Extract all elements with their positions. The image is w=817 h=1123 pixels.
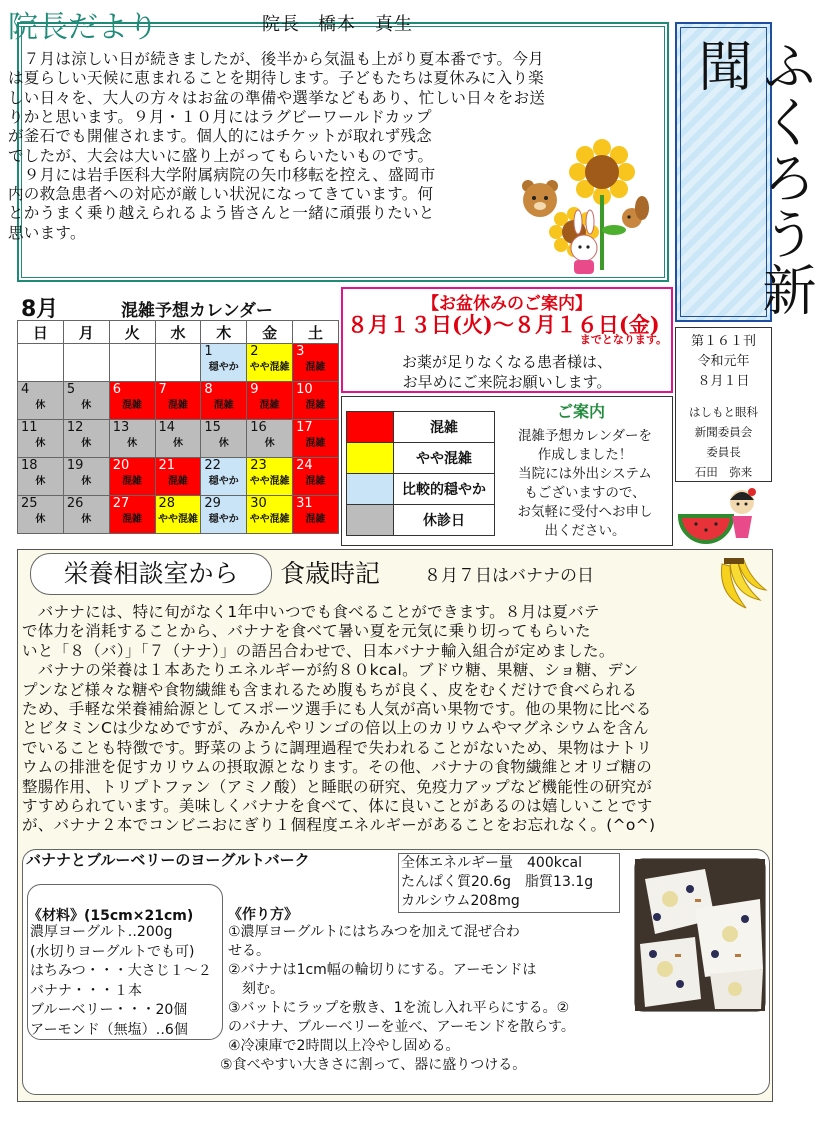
- guide-line: もございますので、: [524, 485, 646, 501]
- director-line: しい日々を、大人の方々はお盆の準備や選挙などもあり、忙しい日々をお送: [8, 88, 546, 107]
- calendar-day-number: 8: [204, 382, 213, 397]
- calendar-day-cell: [293, 458, 339, 496]
- ingredient-item: アーモンド（無塩）‥6個: [30, 1022, 188, 1038]
- director-line: とかうまく乗り越えられるよう皆さんと一緒に頑張りたいと: [8, 204, 435, 223]
- calendar-day-status: 混雑: [122, 476, 143, 487]
- weekday-header: 木: [201, 321, 247, 344]
- calendar-day-status: 休: [81, 400, 92, 411]
- ingredients-title: 《材料》(15cm×21cm): [28, 908, 194, 924]
- legend-swatch: [347, 505, 394, 536]
- calendar-body: [18, 344, 339, 534]
- calendar-day-number: 11: [21, 420, 38, 435]
- nutrition-line: バナナには、特に旬がなく1年中いつでも食べることができます。８月は夏バテ: [22, 603, 600, 621]
- legend-swatch: [347, 474, 394, 505]
- calendar-day-status: 穏やか: [208, 476, 239, 487]
- guide-text: [500, 427, 670, 541]
- calendar-day-status: 混雑: [305, 438, 326, 449]
- calendar-day-status: 混雑: [259, 400, 280, 411]
- calendar-day-number: 16: [250, 420, 267, 435]
- legend-swatch: [347, 412, 394, 443]
- obon-message-line: お早めにご来院お願いします。: [402, 373, 612, 391]
- calendar-day-cell: [18, 496, 64, 534]
- issue-era: 令和元年: [697, 354, 750, 369]
- ingredients-box: [27, 884, 223, 1040]
- calendar-week-row: [18, 458, 339, 496]
- calendar-day-cell: [155, 496, 201, 534]
- legend-row: [347, 505, 495, 536]
- calendar-day-number: 27: [112, 496, 130, 511]
- sunflower-animals-illustration: [514, 140, 664, 275]
- calendar-weekday-row: [18, 321, 339, 344]
- calendar-day-status: 休: [172, 438, 183, 449]
- calendar-day-number: 12: [66, 420, 84, 435]
- calendar-day-cell: [109, 496, 155, 534]
- calendar-day-number: 17: [296, 420, 313, 435]
- calendar-day-status: 混雑: [122, 400, 143, 411]
- calendar-day-number: 31: [296, 496, 313, 511]
- nutrition-line: ため、手軽な栄養補給源としてスポーツ選手にも人気が高い果物です。他の果物に比べる: [22, 700, 652, 718]
- calendar-month: 8月: [21, 297, 59, 322]
- recipe-step: せる。: [228, 943, 270, 959]
- calendar-day-number: 3: [296, 344, 305, 359]
- recipe-nutrition-facts: [398, 853, 620, 913]
- legend-label: やや混雑: [394, 443, 495, 474]
- calendar-day-number: 24: [296, 458, 313, 473]
- director-line: 内の救急患者への対応が厳しい状況になってきています。何: [8, 185, 434, 204]
- director-line: 思います。: [8, 223, 86, 242]
- calendar-grid: [17, 320, 339, 534]
- calendar-week-row: [18, 420, 339, 458]
- calendar-day-cell: [109, 458, 155, 496]
- calendar-day-cell: [155, 458, 201, 496]
- calendar-day-cell: [18, 382, 64, 420]
- guide-title: ご案内: [557, 402, 606, 421]
- issue-role: 委員長: [706, 445, 741, 459]
- calendar-day-status: 混雑: [305, 514, 326, 525]
- calendar-day-cell: [109, 382, 155, 420]
- issue-number: 第１６１刊: [690, 334, 756, 349]
- weekday-header: 金: [247, 321, 293, 344]
- director-line: ９月には岩手医科大学附属病院の矢巾移転を控え、盛岡市: [8, 165, 436, 184]
- calendar-day-cell: [293, 344, 339, 382]
- calendar-day-status: 混雑: [305, 476, 326, 487]
- nutrition-fact: たんぱく質20.6g 脂質13.1g: [401, 874, 594, 890]
- calendar-day-cell: [247, 420, 293, 458]
- obon-message-line: お薬が足りなくなる患者様は、: [401, 353, 612, 371]
- recipe-step: 刻む。: [228, 981, 284, 997]
- calendar-day-number: 29: [204, 496, 221, 511]
- recipe-step: のバナナ、ブルーベリーを並べ、アーモンドを散らす。: [228, 1019, 575, 1035]
- issue-date: ８月１日: [697, 374, 750, 389]
- calendar-week-row: [18, 496, 339, 534]
- calendar-day-cell: [247, 382, 293, 420]
- calendar-day-number: 18: [21, 458, 38, 473]
- weekday-header: 火: [109, 321, 155, 344]
- calendar-day-number: 22: [204, 458, 221, 473]
- calendar-day-cell: [109, 420, 155, 458]
- obon-title: 【お盆休みのご案内】: [422, 294, 592, 314]
- obon-holiday-notice: [341, 287, 673, 393]
- guide-line: 当院には外出システム: [518, 466, 652, 482]
- yogurt-bark-photo: [634, 858, 766, 1012]
- calendar-day-status: 休: [218, 438, 229, 449]
- steps-title: 《作り方》: [228, 907, 298, 923]
- calendar-day-cell: [201, 420, 247, 458]
- recipe-title: バナナとブルーベリーのヨーグルトバーク: [26, 851, 310, 869]
- calendar-day-cell: [247, 496, 293, 534]
- calendar-day-status: 休: [81, 476, 92, 487]
- calendar-day-cell: [201, 344, 247, 382]
- calendar-day-status: 混雑: [167, 476, 188, 487]
- calendar-day-cell: [63, 496, 109, 534]
- calendar-day-cell: [18, 458, 64, 496]
- calendar-day-status: やや混雑: [249, 476, 290, 487]
- legend-label: 比較的穏やか: [394, 474, 495, 505]
- recipe-step: ①濃厚ヨーグルトにはちみつを加えて混ぜ合わ: [228, 924, 520, 940]
- calendar-day-number: 1: [204, 344, 213, 359]
- nutrition-line: プンなど様々な糖や食物繊維も含まれるため腹もちが良く、皮をむくだけで食べられる: [22, 680, 638, 699]
- calendar-day-cell: [63, 344, 109, 382]
- nutrition-line: でいることも特徴です。野菜のように調理過程で失われることがないため、果物はナトリ: [22, 738, 653, 757]
- nutrition-fact: カルシウム208mg: [401, 893, 520, 909]
- director-column-title: 院長だより: [8, 10, 158, 45]
- nutrition-line: で体力を消耗することから、バナナを食べて暑い夏を元気に乗り切ってもらいた: [22, 622, 591, 641]
- calendar-day-cell: [201, 496, 247, 534]
- calendar-day-number: 10: [296, 382, 313, 397]
- calendar-day-status: やや混雑: [249, 514, 290, 525]
- nutrition-line: とビタミンCは少なめですが、みかんやリンゴの倍以上のカリウムやマグネシウムを含ん: [22, 719, 649, 738]
- calendar-day-status: 混雑: [305, 400, 326, 411]
- nutrition-line: ウムの排泄を促すカリウムの摂取源となります。その他、バナナの食物繊維とオリゴ糖の: [22, 758, 652, 777]
- congestion-calendar: [17, 288, 339, 548]
- calendar-day-cell: [201, 382, 247, 420]
- calendar-day-number: 25: [21, 496, 38, 511]
- weekday-header: 月: [63, 321, 109, 344]
- calendar-day-cell: [293, 382, 339, 420]
- calendar-day-status: 混雑: [122, 514, 143, 525]
- calendar-day-status: 休: [35, 438, 46, 449]
- calendar-title: 混雑予想カレンダー: [121, 301, 273, 321]
- calendar-day-status: 休: [81, 514, 92, 525]
- ingredient-item: バナナ・・・１本: [30, 982, 142, 999]
- guide-line: お気軽に受付へお申し: [517, 504, 653, 520]
- calendar-day-number: 13: [112, 420, 130, 435]
- calendar-day-cell: [155, 420, 201, 458]
- ingredient-item: はちみつ・・・大さじ１～２: [30, 963, 212, 980]
- calendar-day-cell: [109, 344, 155, 382]
- recipe-step: ④冷凍庫で2時間以上冷やし固める。: [228, 1038, 460, 1054]
- nutrition-date-title: ８月７日はバナナの日: [424, 566, 594, 586]
- calendar-day-status: 休: [81, 438, 92, 449]
- recipe-step: ⑤食べやすい大きさに割って、器に盛りつける。: [220, 1057, 527, 1073]
- author-name: 橋本 真生: [318, 14, 413, 35]
- director-line: は夏らしい天候に恵まれることを期待します。子どもたちは夏休みに入り楽: [8, 69, 544, 88]
- nutrition-line: バナナの栄養は１本あたりエネルギーが約８０kcal。ブドウ糖、果糖、ショ糖、デン: [22, 661, 639, 680]
- calendar-day-number: 21: [158, 458, 176, 473]
- calendar-day-status: やや混雑: [249, 362, 290, 373]
- calendar-day-status: 休: [264, 438, 275, 449]
- nutrition-line: すすめられています。美味しくバナナを食べて、体に良いことがあるのは嬉しいことです: [22, 797, 653, 815]
- director-line: ７月は涼しい日が続きましたが、後半から気温も上がり夏本番です。今月: [8, 50, 544, 68]
- calendar-day-cell: [155, 382, 201, 420]
- calendar-day-number: 6: [112, 382, 121, 397]
- issue-committee: 新聞委員会: [694, 425, 753, 439]
- newspaper-masthead: [675, 22, 817, 322]
- legend-label: 混雑: [394, 412, 495, 443]
- obon-note: までとなります。: [579, 333, 667, 346]
- director-line: が釜石でも開催されます。個人的にはチケットが取れず残念: [8, 127, 432, 146]
- calendar-day-cell: [293, 420, 339, 458]
- legend-row: [347, 412, 495, 443]
- author-role: 院長: [262, 14, 300, 35]
- calendar-week-row: [18, 344, 339, 382]
- calendar-day-cell: [247, 458, 293, 496]
- legend-row: [347, 443, 495, 474]
- calendar-day-status: 休: [35, 514, 46, 525]
- calendar-day-cell: [63, 458, 109, 496]
- calendar-day-status: 休: [35, 476, 46, 487]
- issue-editor: 石田 弥来: [694, 465, 753, 479]
- calendar-day-number: 28: [158, 496, 176, 511]
- weekday-header: 土: [293, 321, 339, 344]
- calendar-day-number: 20: [112, 458, 130, 473]
- calendar-day-status: 混雑: [167, 400, 188, 411]
- calendar-day-number: 2: [250, 344, 259, 359]
- ingredient-item: (水切りヨーグルトでも可): [30, 943, 195, 960]
- calendar-day-cell: [201, 458, 247, 496]
- calendar-day-number: 23: [250, 458, 267, 473]
- ingredient-item: ブルーベリー・・・20個: [30, 1002, 188, 1019]
- calendar-day-cell: [63, 420, 109, 458]
- watermelon-character-illustration: [676, 486, 768, 546]
- legend-label: 休診日: [394, 505, 495, 536]
- calendar-day-number: 19: [66, 458, 84, 473]
- banana-icon: [712, 556, 770, 618]
- calendar-day-cell: [293, 496, 339, 534]
- nutrition-heading: 栄養相談室から: [30, 553, 272, 595]
- calendar-day-status: やや混雑: [157, 514, 198, 525]
- calendar-day-status: 混雑: [213, 400, 234, 411]
- calendar-day-number: 30: [250, 496, 267, 511]
- calendar-day-number: 4: [21, 382, 30, 397]
- director-line: りかと思います。９月・１０月にはラグビーワールドカップ: [8, 107, 432, 126]
- calendar-day-cell: [247, 344, 293, 382]
- guide-line: 作成しました！: [537, 447, 633, 463]
- obon-dates: ８月１３日(火)～８月１６日(金): [347, 312, 660, 337]
- guide-line: 混雑予想カレンダーを: [517, 428, 653, 444]
- calendar-day-number: 5: [66, 382, 76, 397]
- calendar-day-cell: [18, 344, 64, 382]
- calendar-day-cell: [63, 382, 109, 420]
- calendar-week-row: [18, 382, 339, 420]
- weekday-header: 水: [155, 321, 201, 344]
- calendar-day-cell: [155, 344, 201, 382]
- director-line: でしたが、大会は大いに盛り上がってもらいたいものです。: [8, 146, 434, 165]
- guide-line: 出ください。: [544, 523, 626, 539]
- calendar-day-status: 穏やか: [208, 362, 239, 373]
- recipe-step: ③バットにラップを敷き、1を流し入れ平らにする。②: [228, 1000, 570, 1016]
- nutrition-line: いと「８（バ）」「７（ナナ）」の語呂合わせで、日本バナナ輸入組合が定めました。: [22, 641, 615, 660]
- calendar-legend: [346, 411, 495, 536]
- calendar-day-status: 穏やか: [208, 514, 239, 525]
- newspaper-title: ふくろう新聞: [690, 38, 817, 318]
- calendar-day-status: 休: [127, 438, 138, 449]
- nutrition-line: 整腸作用、トリプトファン（アミノ酸）と睡眠の研究、免疫力アップなど機能性の研究が: [22, 777, 653, 796]
- calendar-legend-guide: [341, 396, 673, 546]
- calendar-day-cell: [18, 420, 64, 458]
- recipe-step: ②バナナは1cm幅の輪切りにする。アーモンドは: [228, 962, 537, 978]
- nutrition-fact: 全体エネルギー量 400kcal: [401, 855, 582, 871]
- issue-org: はしもと眼科: [689, 405, 758, 419]
- calendar-day-number: 9: [250, 382, 259, 397]
- calendar-day-number: 26: [66, 496, 84, 511]
- calendar-day-status: 休: [35, 400, 46, 411]
- calendar-day-status: 混雑: [305, 362, 326, 373]
- ingredient-item: 濃厚ヨーグルト‥200g: [30, 924, 173, 940]
- director-byline: [262, 10, 431, 36]
- nutrition-subheading: 食歳時記: [280, 559, 381, 588]
- calendar-day-number: 14: [158, 420, 176, 435]
- calendar-day-number: 7: [158, 382, 167, 397]
- calendar-day-number: 15: [204, 420, 221, 435]
- issue-info: [675, 327, 772, 482]
- legend-row: [347, 474, 495, 505]
- legend-swatch: [347, 443, 394, 474]
- nutrition-line: が、バナナ２本でコンビニおにぎり１個程度エネルギーがあることをお忘れなく。(^o^): [22, 816, 656, 835]
- weekday-header: 日: [18, 321, 64, 344]
